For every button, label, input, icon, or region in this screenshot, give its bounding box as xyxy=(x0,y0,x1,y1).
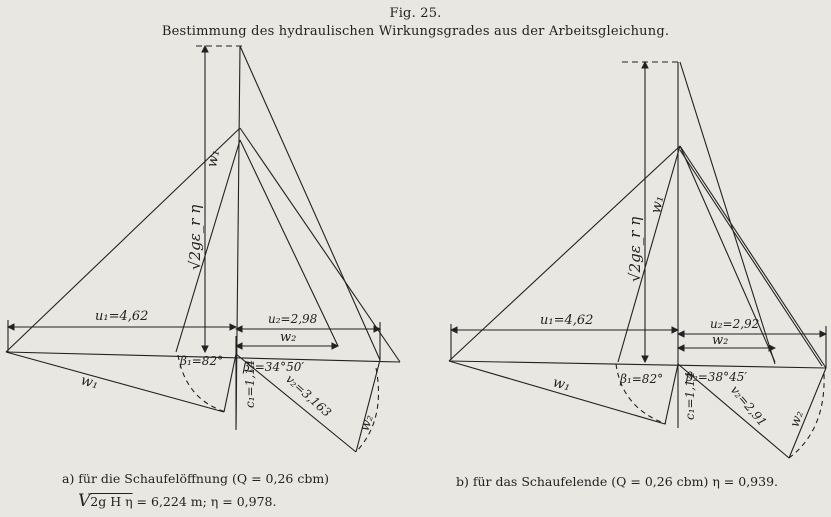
figure-caption: Bestimmung des hydraulischen Wirkungsgrades aus der Arbeitsgleichung. xyxy=(161,24,670,39)
w2-label-a: w₂ xyxy=(280,330,297,345)
c-label-a: c₁=1,14 xyxy=(243,359,257,408)
u1-label-a: u₁=4,62 xyxy=(95,309,149,324)
beta1-label-b: β₁=82° xyxy=(620,372,664,386)
labels-b xyxy=(540,195,807,430)
w2-right-label-b: w₂ xyxy=(787,409,807,430)
u2-label-a: u₂=2,98 xyxy=(268,312,318,326)
u2-label-b: u₂=2,92 xyxy=(710,317,760,331)
u1-label-b: u₁=4,62 xyxy=(540,313,594,328)
figure-number: Fig. 25. xyxy=(389,6,442,21)
baseline-b xyxy=(449,361,826,368)
caption-b: b) für das Schaufelende (Q = 0,26 cbm) η = 0,939. xyxy=(456,474,779,489)
sqrt-symbol: V xyxy=(78,491,91,511)
beta2-label-b: β₂=38°45′ xyxy=(686,370,748,384)
formula-result: = 6,224 m; η = 0,978. xyxy=(132,494,277,509)
c1-line-a xyxy=(224,354,236,412)
w1-lower-b xyxy=(449,361,665,424)
w1-label-a: w₁ xyxy=(204,148,223,169)
beta1-label-a: β₁=82° xyxy=(180,354,224,368)
w1-label-b: w₁ xyxy=(648,194,667,215)
triangle-right-b xyxy=(680,146,826,368)
c-label-b: c₁=1,14 xyxy=(683,371,697,420)
v2-label-a: v₂=3,163 xyxy=(282,371,334,420)
formula-radicand: 2g H η xyxy=(90,494,133,509)
v2-label-b: v₂=2,91 xyxy=(727,382,770,429)
w1-lower-label-b: w₁ xyxy=(550,374,573,395)
tall-left-a xyxy=(236,46,240,430)
caption-a: a) für die Schaufelöffnung (Q = 0,26 cbm) xyxy=(62,471,330,486)
w1-lower-label-a: w₁ xyxy=(78,372,101,393)
w2-label-b: w₂ xyxy=(712,333,729,348)
caption-a-formula xyxy=(78,491,276,511)
w2-right-label-a: w₂ xyxy=(357,413,377,434)
w2-lower-a xyxy=(356,360,380,452)
c1-line-b xyxy=(665,364,678,424)
beta2-label-a: β₂=34°50′ xyxy=(243,360,305,374)
v-label-a: √2gε_r η xyxy=(186,204,204,270)
v-label-b: √2gε_r η xyxy=(626,216,644,282)
triangle-right-a xyxy=(240,128,400,362)
